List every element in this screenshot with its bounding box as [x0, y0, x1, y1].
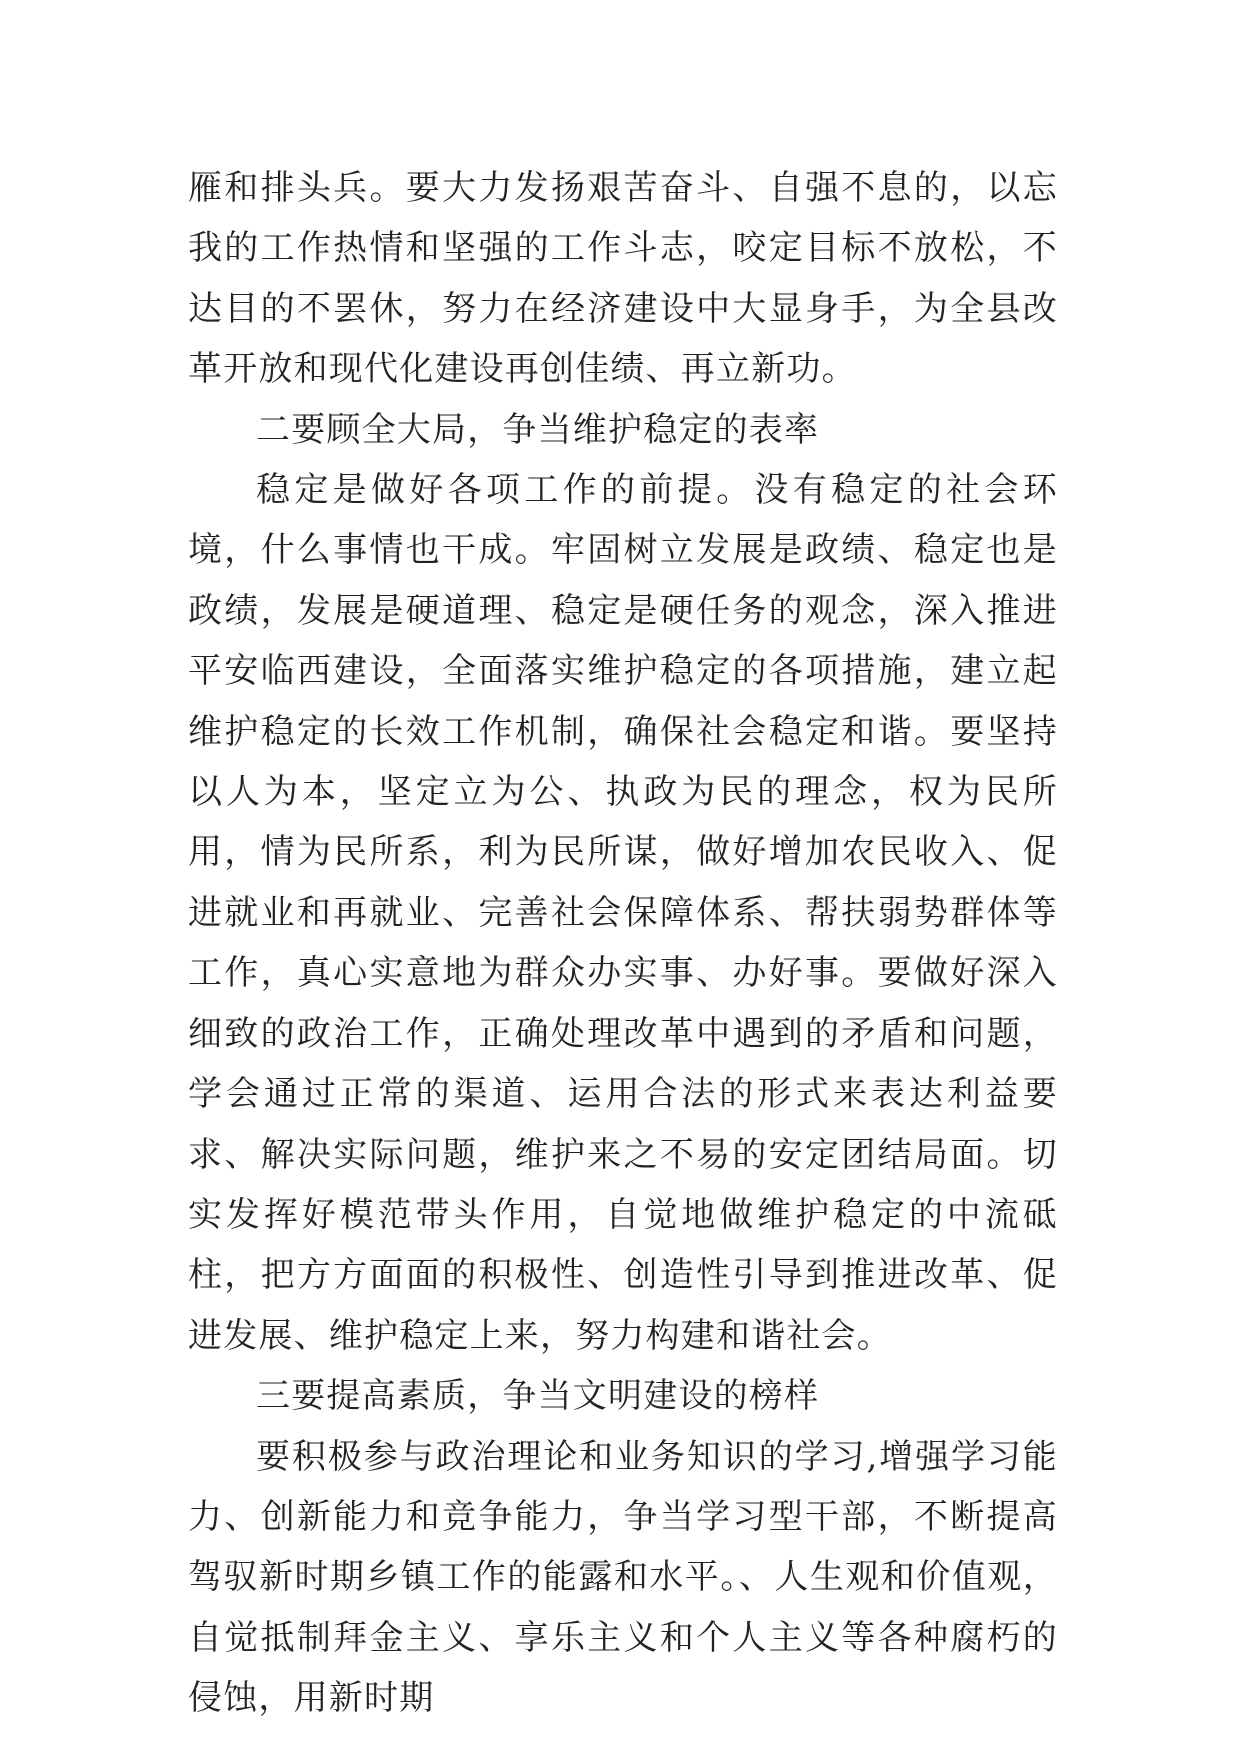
paragraph-stability: 稳定是做好各项工作的前提。没有稳定的社会环境，什么事情也干成。牢固树立发展是政绩、稳定也是政绩，发展是硬道理、稳定是硬任务的观念，深入推进平安临西建设，全面落实维护稳定的各项措施，建立起维护稳定的长效工作机制，确保社会稳定和谐。要坚持以人为本，坚定立为公、执政为民的理念，权为民所用，情为民所系，利为民所谋，做好增加农民收入、促进就业和再就业、完善社会保障体系、帮扶弱势群体等工作，真心实意地为群众办实事、办好事。要做好深入细致的政治工作，正确处理改革中遇到的矛盾和问题，学会通过正常的渠道、运用合法的形式来表达利益要求、解决实际问题，维护来之不易的安定团结局面。切实发挥好模范带头作用，自觉地做维护稳定的中流砥柱，把方方面面的积极性、创造性引导到推进改革、促进发展、维护稳定上来，努力构建和谐社会。: [188, 470, 1058, 1356]
document-body: [188, 158, 1058, 1729]
paragraph-quality: 要积极参与政治理论和业务知识的学习,增强学习能力、创新能力和竞争能力，争当学习型干部，不断提高驾驭新时期乡镇工作的能露和水平。、人生观和价值观，自觉抵制拜金主义、享乐主义和个人主义等各种腐朽的侵蚀，用新时期: [188, 1436, 1058, 1719]
section-heading-3: 三要提高素质，争当文明建设的榜样: [256, 1376, 820, 1417]
paragraph-continuation: 雁和排头兵。要大力发扬艰苦奋斗、自强不息的，以忘我的工作热情和坚强的工作斗志，咬定目标不放松，不达目的不罢休，努力在经济建设中大显身手，为全县改革开放和现代化建设再创佳绩、再立新功。: [188, 168, 1058, 390]
section-heading-2: 二要顾全大局，争当维护稳定的表率: [256, 409, 820, 450]
